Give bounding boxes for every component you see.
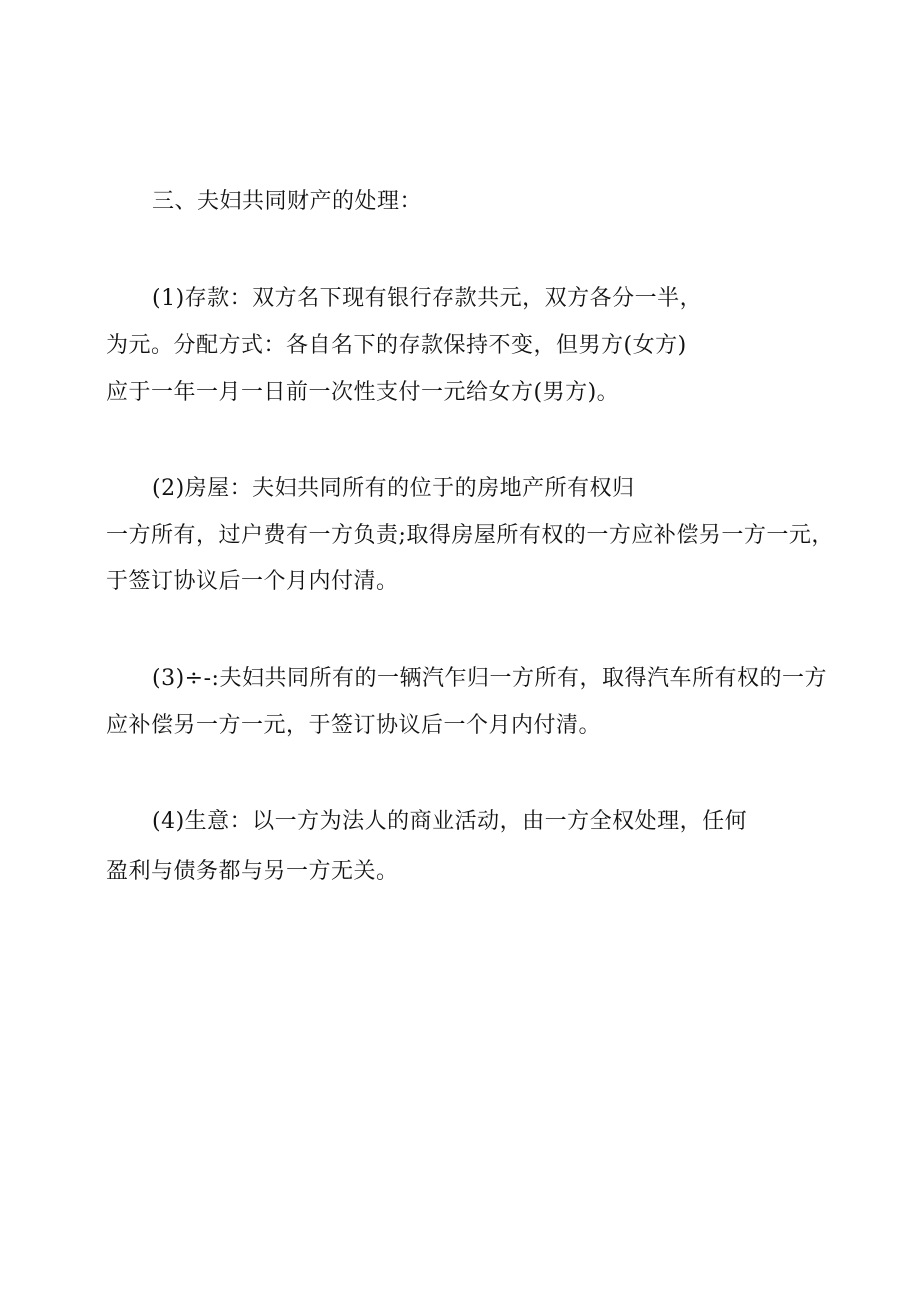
section-heading: 三、夫妇共同财产的处理：	[152, 189, 423, 214]
item-3-line-1: (3)÷-:夫妇共同所有的一辆汽乍归一方所有，取得汽车所有权的一方	[152, 666, 827, 691]
item-1-line-1: (1)存款：双方名下现有银行存款共元，双方各分一半，	[152, 286, 703, 311]
item-3-line-2: 应补偿另一方一元，于签订协议后一个月内付清。	[106, 713, 602, 738]
item-1-line-3: 应于一年一月一日前一次性支付一元给女方(男方)。	[106, 380, 620, 405]
item-2-line-3: 于签订协议后一个月内付清。	[106, 569, 399, 594]
item-2-line-2: 一方所有，过户费有一方负责;取得房屋所有权的一方应补偿另一方一元，	[106, 523, 834, 548]
item-2-line-1: (2)房屋：夫妇共同所有的位于的房地产所有权归	[152, 476, 635, 501]
item-4-line-1: (4)生意：以一方为法人的商业活动，由一方全权处理，任何	[152, 809, 748, 834]
item-4-line-2: 盈利与债务都与另一方无关。	[106, 859, 399, 884]
item-1-line-2: 为元。分配方式：各自名下的存款保持不变，但男方(女方)	[106, 333, 687, 358]
